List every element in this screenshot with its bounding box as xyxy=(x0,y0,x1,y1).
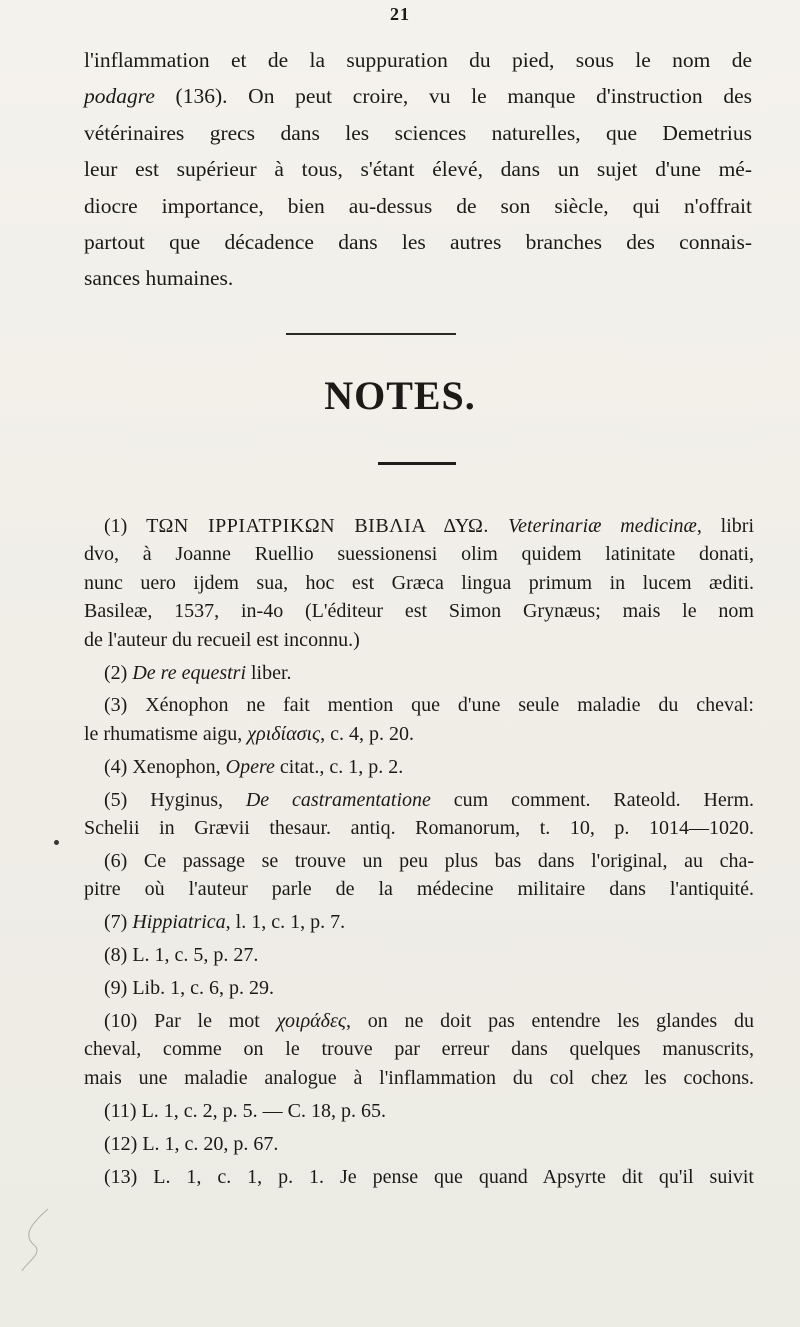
body-paragraph xyxy=(84,42,752,297)
margin-pencil-scribble xyxy=(18,1205,68,1275)
note-2 xyxy=(84,659,754,687)
note-text: (1) xyxy=(104,515,147,537)
note-text: (6) Ce passage se trouve un peu plus bas dans l'original, au cha- xyxy=(104,849,754,872)
body-line: sances humaines. xyxy=(84,266,234,291)
margin-ink-dot xyxy=(54,840,59,845)
note-line xyxy=(84,1035,754,1063)
note-italic-text: χριδίασις xyxy=(247,722,321,745)
note-text: de l'auteur du recueil est inconnu.) xyxy=(84,628,360,651)
note-text: (13) L. 1, c. 1, p. 1. Je pense que quand Apsyrte dit qu'il suivit xyxy=(104,1165,754,1188)
note-text: (5) Hyginus, xyxy=(104,788,246,811)
note-text: (8) L. 1, c. 5, p. 27. xyxy=(104,944,259,967)
note-text: liber. xyxy=(246,661,292,684)
note-text: cheval, comme on le trouve par erreur dans quelques manuscrits, xyxy=(84,1038,754,1061)
note-1 xyxy=(84,512,754,654)
page-number: 21 xyxy=(390,4,410,24)
note-text: dvo, à Joanne Ruellio suessionensi olim quidem latinitate donati, xyxy=(84,543,754,566)
note-text: cum comment. Rateold. Herm. xyxy=(430,788,755,811)
body-line: l'inflammation et de la suppuration du pied, sous le nom de xyxy=(84,48,752,72)
note-line xyxy=(84,786,754,814)
note-13 xyxy=(84,1163,754,1191)
note-line xyxy=(84,1163,754,1191)
note-text: citat., c. 1, p. 2. xyxy=(274,755,404,778)
notes-list xyxy=(84,512,754,1195)
note-line xyxy=(84,753,754,781)
note-text: (12) L. 1, c. 20, p. 67. xyxy=(104,1132,279,1155)
notes-heading: NOTES. xyxy=(324,373,476,418)
note-text: , l. 1, c. 1, p. 7. xyxy=(225,911,346,934)
note-line xyxy=(84,1007,754,1035)
note-3 xyxy=(84,691,754,748)
note-text: , c. 4, p. 20. xyxy=(320,722,415,745)
note-text: (7) xyxy=(104,911,133,934)
note-11 xyxy=(84,1097,754,1125)
note-line xyxy=(84,691,754,719)
note-italic-text: Veterinariæ medicinæ xyxy=(508,515,697,537)
note-line xyxy=(84,720,754,748)
note-text: (9) Lib. 1, c. 6, p. 29. xyxy=(104,977,274,1000)
note-text: (2) xyxy=(104,661,133,684)
note-line xyxy=(84,1130,754,1158)
body-line: diocre importance, bien au-dessus de son siècle, qui n'offrait xyxy=(84,193,752,218)
note-line xyxy=(84,597,754,625)
note-12 xyxy=(84,1130,754,1158)
note-line xyxy=(84,659,754,687)
note-italic-text: χοιράδες xyxy=(276,1010,346,1032)
note-text: nunc uero ijdem sua, hoc est Græca lingua primum in lucem æditi. xyxy=(84,571,754,594)
note-text: ΤΩΝ ΙΡΡΙΑΤΡΙΚΩΝ ΒΙΒΛΙΑ ΔΥΩ. xyxy=(146,515,509,537)
note-line xyxy=(84,512,754,540)
note-italic-text: Hippiatrica xyxy=(132,911,226,934)
note-text: (11) L. 1, c. 2, p. 5. — C. 18, p. 65. xyxy=(104,1099,387,1122)
note-line xyxy=(84,875,754,903)
note-line xyxy=(84,569,754,597)
note-4 xyxy=(84,753,754,781)
note-8 xyxy=(84,941,754,969)
section-divider-rule xyxy=(286,333,456,335)
note-text: (3) Xénophon ne fait mention que d'une seule maladie du cheval: xyxy=(104,694,754,717)
note-line xyxy=(84,941,754,969)
note-text: , on ne doit pas entendre les glandes du xyxy=(345,1010,754,1032)
note-text: (10) Par le mot xyxy=(104,1010,277,1032)
note-text: mais une maladie analogue à l'inflammation du col chez les cochons. xyxy=(84,1066,754,1089)
note-line xyxy=(84,847,754,875)
note-text: (4) Xenophon, xyxy=(104,755,226,778)
note-text: , libri xyxy=(696,515,754,537)
heading-underline-rule xyxy=(378,462,456,465)
note-line xyxy=(84,1064,754,1092)
note-10 xyxy=(84,1007,754,1092)
note-line xyxy=(84,1097,754,1125)
note-text: pitre où l'auteur parle de la médecine militaire dans l'antiquité. xyxy=(84,878,754,901)
note-9 xyxy=(84,974,754,1002)
note-text: Schelii in Grævii thesaur. antiq. Romanorum, t. 10, p. 1014—1020. xyxy=(84,817,754,840)
note-7 xyxy=(84,908,754,936)
note-text: le rhumatisme aigu, xyxy=(84,722,248,745)
body-line: leur est supérieur à tous, s'étant élevé, dans un sujet d'une mé- xyxy=(84,157,752,182)
note-text: Basileæ, 1537, in-4o (L'éditeur est Simon Grynæus; mais le nom xyxy=(84,600,754,623)
note-italic-text: De castramentatione xyxy=(245,788,431,811)
note-line xyxy=(84,540,754,568)
body-line-rest: (136). On peut croire, vu le manque d'instruction des xyxy=(154,84,752,109)
note-line xyxy=(84,974,754,1002)
note-5 xyxy=(84,786,754,843)
note-italic-text: De re equestri xyxy=(132,661,246,684)
note-line xyxy=(84,908,754,936)
body-line: partout que décadence dans les autres branches des connais- xyxy=(84,230,752,255)
body-line: vétérinaires grecs dans les sciences naturelles, que Demetrius xyxy=(84,120,752,145)
body-line-italic-word: podagre xyxy=(84,84,155,109)
note-line xyxy=(84,626,754,654)
note-italic-text: Opere xyxy=(225,755,275,778)
body-line xyxy=(84,78,752,114)
note-6 xyxy=(84,847,754,904)
note-line xyxy=(84,814,754,842)
